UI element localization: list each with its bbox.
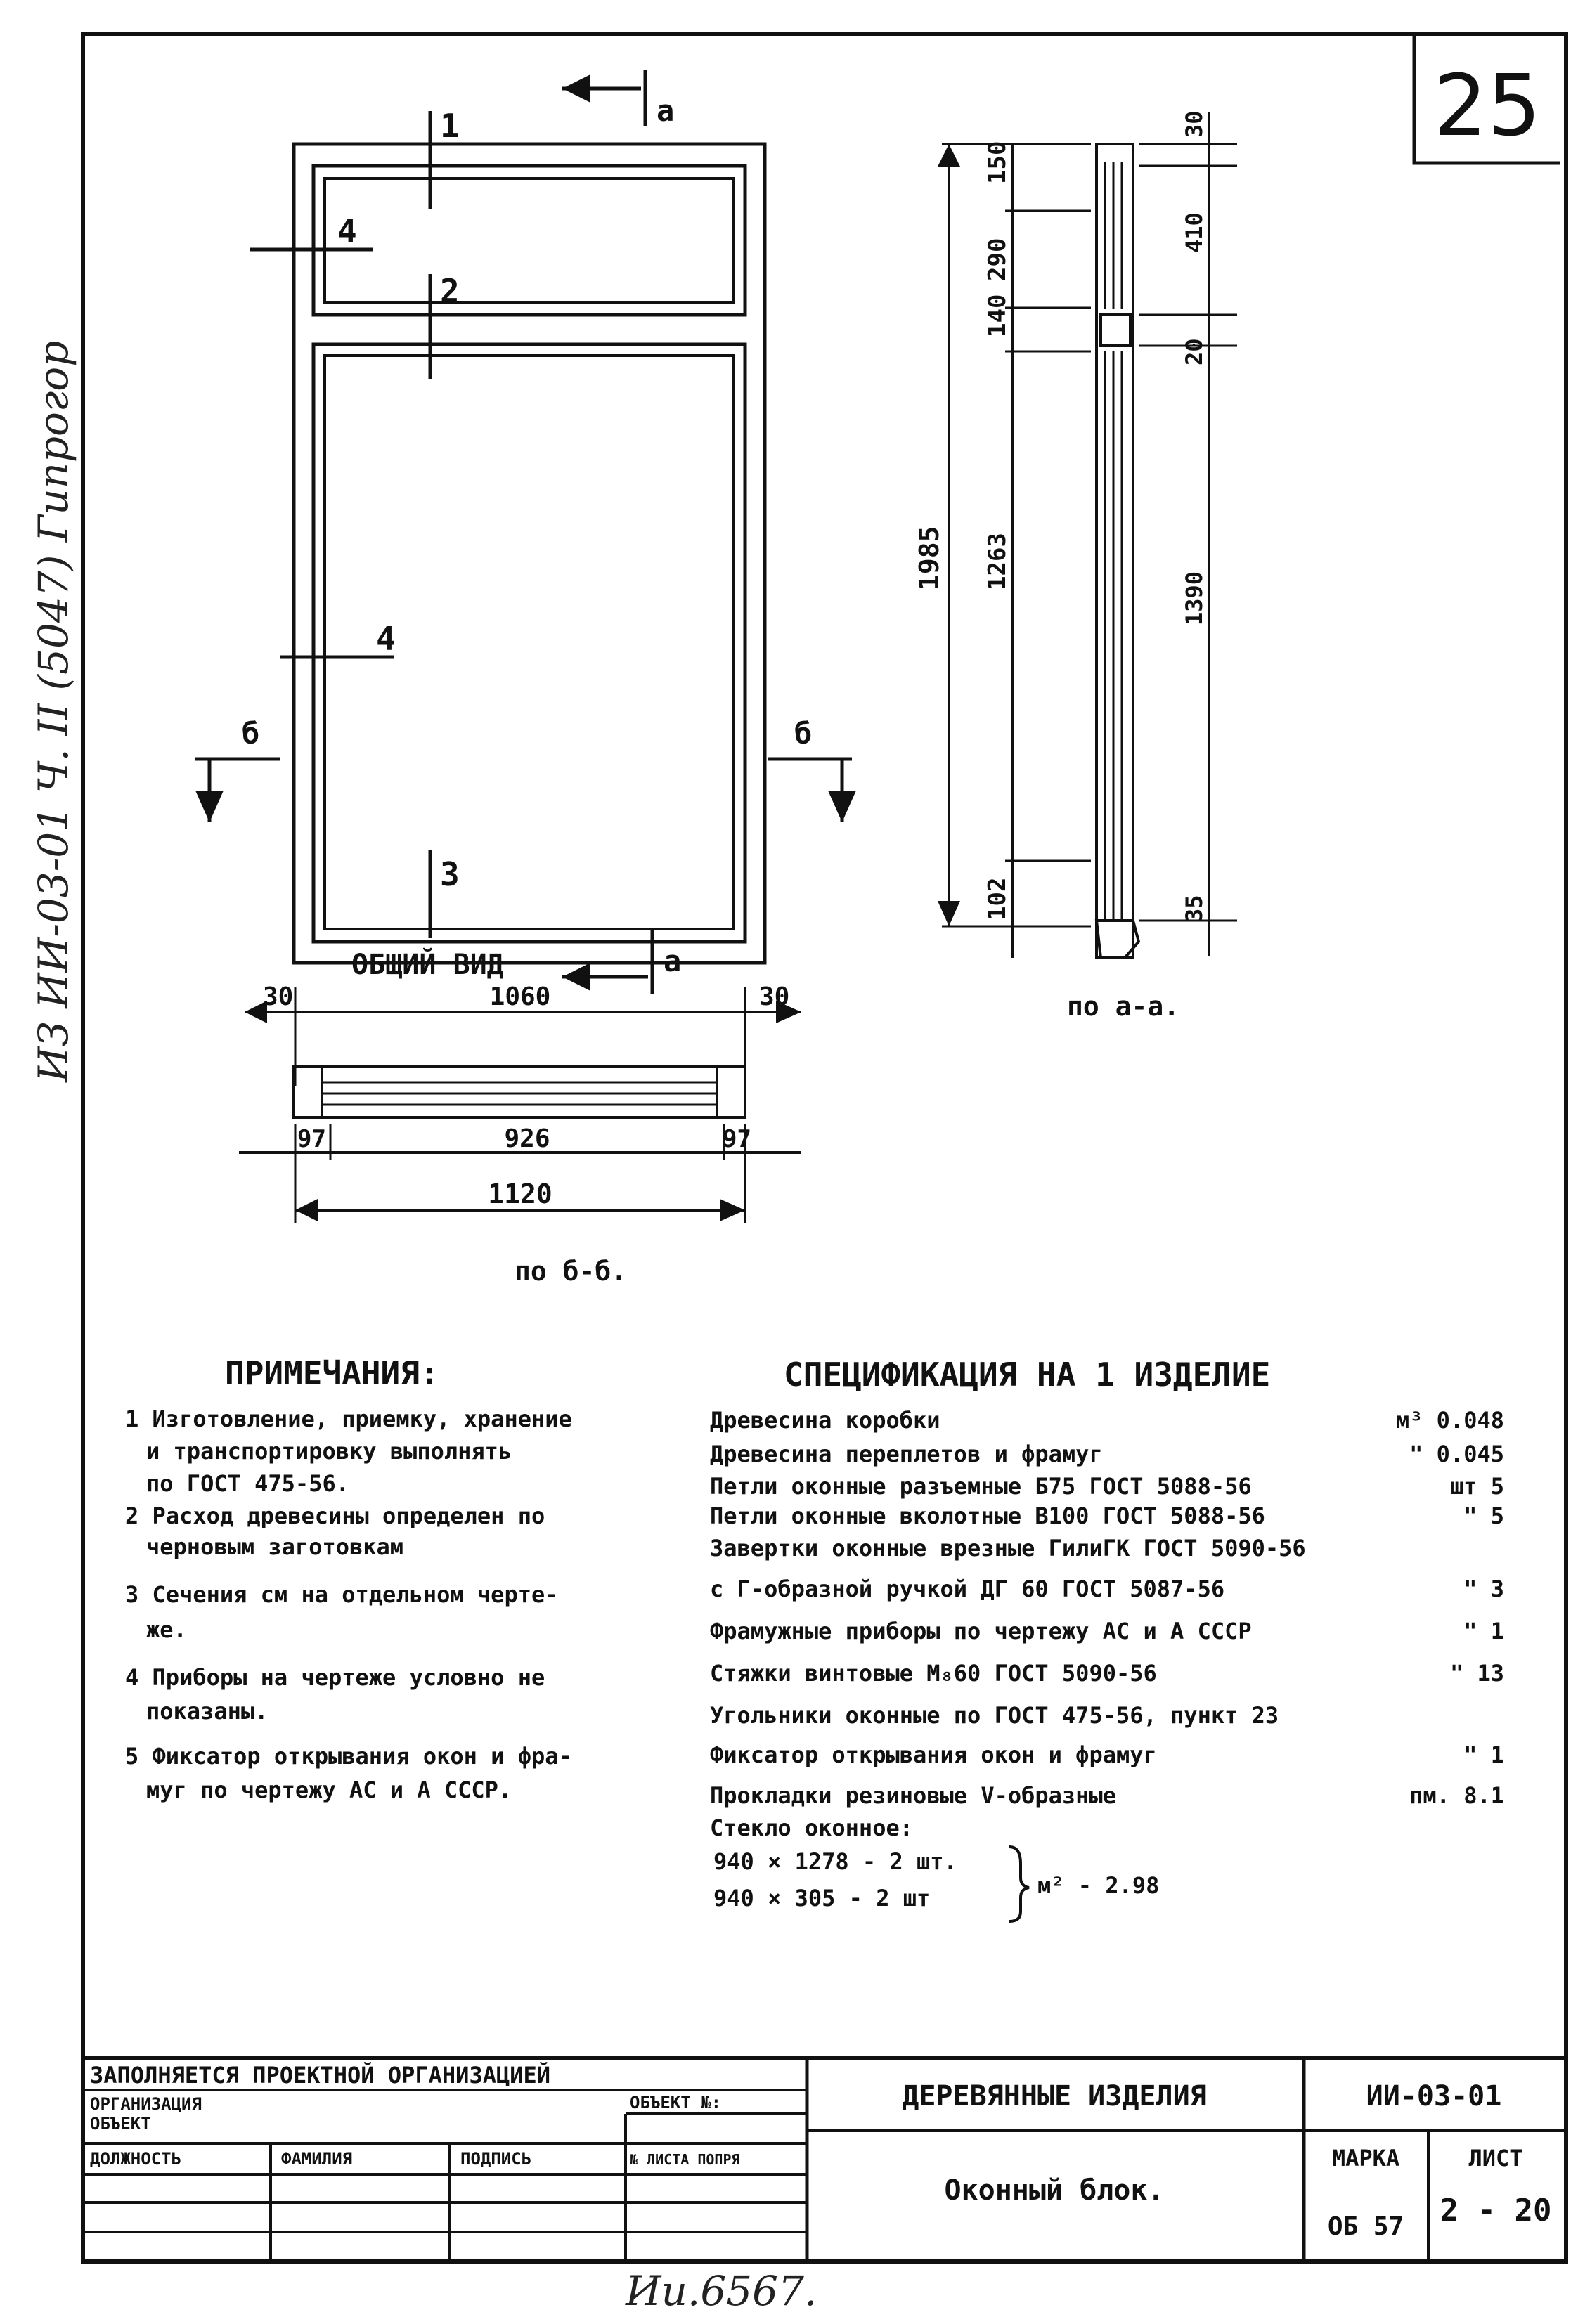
specification xyxy=(710,1356,1504,1921)
marker-4-top: 4 xyxy=(337,212,357,250)
organization-label: ОРГАНИЗАЦИЯ xyxy=(90,2094,202,2114)
note-line: 4 Приборы на чертеже условно не xyxy=(125,1664,545,1691)
dim-150: 150 xyxy=(983,141,1011,184)
spec-row-name: Стяжки винтовые М₈60 ГОСТ 5090-56 xyxy=(710,1660,1157,1687)
dim-97-left: 97 xyxy=(297,1125,326,1153)
dim-30-right: 30 xyxy=(759,982,790,1011)
spec-row-name: Фиксатор открывания окон и фрамуг xyxy=(710,1741,1157,1768)
dim-97-right: 97 xyxy=(723,1125,751,1153)
object-no-label: ОБЪЕКТ №: xyxy=(630,2093,722,2112)
section-aa-dims xyxy=(914,110,1208,1022)
dim-1263: 1263 xyxy=(983,533,1011,590)
dim-35: 35 xyxy=(1181,895,1208,922)
section-b-right-label: б xyxy=(794,716,813,751)
sheet-number: 25 xyxy=(1433,58,1541,155)
note-line: черновым заготовкам xyxy=(146,1533,404,1560)
section-a-top-label: а xyxy=(657,93,675,128)
spec-row-qty: " 1 xyxy=(1463,1618,1504,1644)
marker-3: 3 xyxy=(440,855,460,893)
spec-row-qty: м³ 0.048 xyxy=(1395,1407,1504,1434)
spec-row-name: Угольники оконные по ГОСТ 475-56, пункт 23 xyxy=(710,1702,1279,1729)
note-line: 1 Изготовление, приемку, хранение xyxy=(125,1406,572,1432)
dim-1060: 1060 xyxy=(489,982,551,1011)
spec-title: СПЕЦИФИКАЦИЯ НА 1 ИЗДЕЛИЕ xyxy=(784,1356,1271,1394)
dim-1985: 1985 xyxy=(914,526,945,590)
section-b-left-label: б xyxy=(242,716,260,751)
general-view xyxy=(195,70,852,994)
filled-by-label: ЗАПОЛНЯЕТСЯ ПРОЕКТНОЙ ОРГАНИЗАЦИЕЙ xyxy=(90,2062,551,2089)
spec-row-qty: " 3 xyxy=(1463,1576,1504,1602)
note-line: муг по чертежу АС и А СССР. xyxy=(146,1777,512,1803)
object-label: ОБЪЕКТ xyxy=(90,2114,151,2134)
glass-line-1: 940 × 1278 - 2 шт. xyxy=(713,1848,957,1875)
section-bb-dims xyxy=(263,982,789,1287)
spec-row-qty: шт 5 xyxy=(1449,1473,1504,1500)
note-line: 3 Сечения см на отдельном черте- xyxy=(125,1581,559,1608)
dim-20: 20 xyxy=(1181,338,1208,365)
mark-label: МАРКА xyxy=(1331,2145,1400,2172)
notes-title: ПРИМЕЧАНИЯ: xyxy=(225,1354,439,1392)
spec-row-name: Завертки оконные врезные ГилиГК ГОСТ 5090-56 xyxy=(710,1535,1306,1562)
dim-140: 140 xyxy=(983,294,1011,337)
general-view-caption: ОБЩИЙ ВИД xyxy=(351,949,504,981)
signature-label: ПОДПИСЬ xyxy=(460,2149,532,2169)
dim-290: 290 xyxy=(983,238,1011,281)
note-line: показаны. xyxy=(146,1698,269,1725)
spec-row-name: с Г-образной ручкой ДГ 60 ГОСТ 5087-56 xyxy=(710,1576,1225,1602)
surname-label: ФАМИЛИЯ xyxy=(281,2149,353,2169)
spec-row-qty: " 5 xyxy=(1463,1502,1504,1529)
marker-2: 2 xyxy=(440,272,460,310)
spec-row-name: Древесина переплетов и фрамуг xyxy=(710,1441,1103,1467)
glass-brace-icon xyxy=(1009,1847,1029,1921)
spec-row-qty: " 0.045 xyxy=(1409,1441,1504,1467)
bottom-handwriting: Ии.6567. xyxy=(626,2267,817,2315)
spec-row-name: Петли оконные разъемные Б75 ГОСТ 5088-56 xyxy=(710,1473,1252,1500)
spec-row-qty: " 13 xyxy=(1449,1660,1504,1687)
dim-410: 410 xyxy=(1181,212,1208,253)
section-a-bottom-label: а xyxy=(664,944,682,978)
notes xyxy=(125,1354,572,1803)
sheet-of-label: № ЛИСТА ПОПРЯ xyxy=(630,2151,740,2168)
transom-sash-inner xyxy=(325,178,734,302)
sheet-label: ЛИСТ xyxy=(1468,2145,1523,2172)
marker-4-mid: 4 xyxy=(376,620,396,658)
window-outer-frame xyxy=(294,144,765,963)
note-line: же. xyxy=(146,1616,187,1643)
dim-926: 926 xyxy=(504,1124,550,1153)
general-view-labels xyxy=(242,93,812,981)
sheet-value: 2 - 20 xyxy=(1440,2193,1552,2228)
dim-102: 102 xyxy=(983,877,1011,921)
note-line: и транспортировку выполнять xyxy=(146,1438,512,1465)
spec-row-name: Петли оконные вколотные В100 ГОСТ 5088-56 xyxy=(710,1502,1265,1529)
note-line: 5 Фиксатор открывания окон и фра- xyxy=(125,1743,572,1770)
dim-30: 30 xyxy=(1181,110,1208,138)
section-bb-caption: по б-б. xyxy=(515,1256,628,1287)
marker-1: 1 xyxy=(440,107,460,145)
category-title: ДЕРЕВЯННЫЕ ИЗДЕЛИЯ xyxy=(902,2080,1207,2112)
glass-line-2: 940 × 305 - 2 шт xyxy=(713,1885,931,1911)
position-label: ДОЛЖНОСТЬ xyxy=(90,2149,182,2169)
mark-value: ОБ 57 xyxy=(1327,2212,1404,2241)
note-line: 2 Расход древесины определен по xyxy=(125,1502,545,1529)
glass-total: м² - 2.98 xyxy=(1037,1872,1160,1899)
spec-row-qty: пм. 8.1 xyxy=(1409,1782,1504,1809)
spec-row-name: Прокладки резиновые V-образные xyxy=(710,1782,1116,1809)
item-name: Оконный блок. xyxy=(944,2174,1165,2207)
side-label: ИЗ ИИ-03-01 Ч. II (5047) Гипрогор xyxy=(30,340,77,1082)
dim-1390: 1390 xyxy=(1181,571,1208,625)
note-line: по ГОСТ 475-56. xyxy=(146,1470,349,1497)
spec-row-name: Фрамужные приборы по чертежу АС и А СССР xyxy=(710,1618,1252,1644)
dim-1120: 1120 xyxy=(488,1179,552,1209)
sheet-number-box xyxy=(1414,34,1560,163)
dim-30-left: 30 xyxy=(263,982,294,1011)
spec-row-qty: " 1 xyxy=(1463,1741,1504,1768)
section-aa-caption: по а-а. xyxy=(1067,991,1180,1022)
drawing-code: ИИ-03-01 xyxy=(1366,2080,1502,2112)
transom-sash-outer xyxy=(313,166,745,315)
spec-row-name: Стекло оконное: xyxy=(710,1815,913,1841)
spec-row-name: Древесина коробки xyxy=(710,1407,940,1434)
